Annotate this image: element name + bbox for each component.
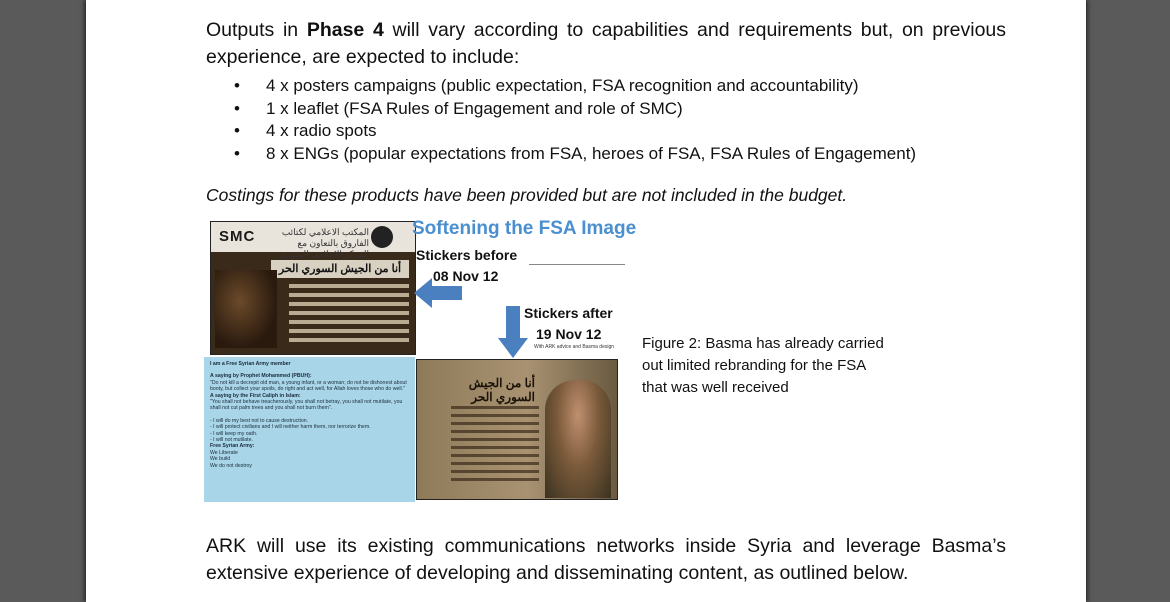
list-item: • 1 x leaflet (FSA Rules of Engagement and role of SMC): [234, 98, 683, 118]
sticker-after-image: [416, 359, 618, 500]
smc-logo: SMC: [219, 228, 256, 245]
stickers-before-label: Stickers before: [416, 247, 518, 263]
figure-title: Softening the FSA Image: [412, 218, 637, 239]
leaflet-saying1-title: A saying by Prophet Mohammed (PBUH):: [210, 373, 312, 380]
outputs-list: [234, 75, 916, 165]
caption-line: Figure 2: Basma has already carried: [642, 335, 884, 352]
leaflet-text-box: [204, 357, 415, 502]
stickers-after-note: With ARK advice and Basma design: [534, 344, 615, 350]
leaflet-heading: I am a Free Syrian Army member: [210, 361, 291, 367]
leaflet-pledge: - I will protect civilians and I will neither harm them, nor terrorize them.: [210, 424, 371, 431]
soldier-photo: [545, 380, 611, 498]
arrow-left-icon: [414, 278, 464, 308]
viewer-gutter-right: [1088, 0, 1170, 602]
figure-caption: [642, 333, 922, 399]
leaflet-motto-item: We Liberate: [210, 449, 238, 456]
leaflet-motto-item: We build: [210, 456, 231, 463]
stickers-after-date: 19 Nov 12: [536, 326, 602, 342]
stickers-before-date: 08 Nov 12: [433, 268, 499, 284]
leaflet-saying1-text: "Do not kill a decrepit old man, a young infant, or a woman; do not be dishonest about booty, but collect your spoils, do right and act well, for Allah loves those who do well.": [210, 379, 407, 393]
divider: [529, 264, 625, 265]
intro-paragraph: Outputs in Phase 4 will vary according to capabilities and requirements but, on previous experience, are expected to include:: [206, 19, 1007, 68]
leaflet-pledge: - I will do my best not to cause destruction.: [210, 417, 309, 424]
list-item: • 4 x posters campaigns (public expectation, FSA recognition and accountability): [234, 76, 859, 95]
leaflet-motto-title: Free Syrian Army:: [210, 443, 255, 450]
closing-paragraph: ARK will use its existing communications networks inside Syria and leverage Basma’s extensive experience of developing and disseminating content, as outlined below.: [206, 535, 1006, 584]
list-item: • 4 x radio spots: [234, 121, 377, 140]
leaflet-saying2-title: A saying by the First Caliph in Islam:: [210, 392, 301, 399]
costings-note: Costings for these products have been provided but are not included in the budget.: [206, 185, 848, 205]
sticker-before-image: [210, 221, 416, 355]
leaflet-motto-item: We do not destroy: [210, 462, 253, 469]
caption-line: out limited rebranding for the FSA: [642, 357, 867, 374]
leaflet-saying2-text: "You shall not behave treacherously, you shall not betray, you shall not mutilate, you shall not cut palm trees and you shall not burn them".: [210, 399, 403, 412]
poster1-arabic-title: أنا من الجيش السوري الحر: [271, 260, 409, 278]
emblem-icon: [371, 226, 393, 248]
poster2-arabic-title: أنا من الجيش السوري الحر: [468, 376, 535, 404]
leaflet-pledge: - I will not mutilate.: [210, 437, 253, 444]
caption-line: that was well received: [642, 379, 789, 396]
leaflet-pledge: - I will keep my oath.: [210, 430, 258, 437]
poster1-arabic-header: المكتب الاعلامي لكتائب الفاروق بالتعاون مع المركز الإعلامي السوري: [279, 227, 369, 259]
viewer-gutter-left: [0, 0, 86, 602]
fighter-photo: [215, 270, 277, 348]
stickers-after-label: Stickers after: [524, 305, 613, 321]
document-page: [86, 0, 1086, 602]
phase-label: Phase 4: [306, 19, 384, 41]
list-item: • 8 x ENGs (popular expectations from FSA, heroes of FSA, FSA Rules of Engagement): [234, 143, 917, 163]
